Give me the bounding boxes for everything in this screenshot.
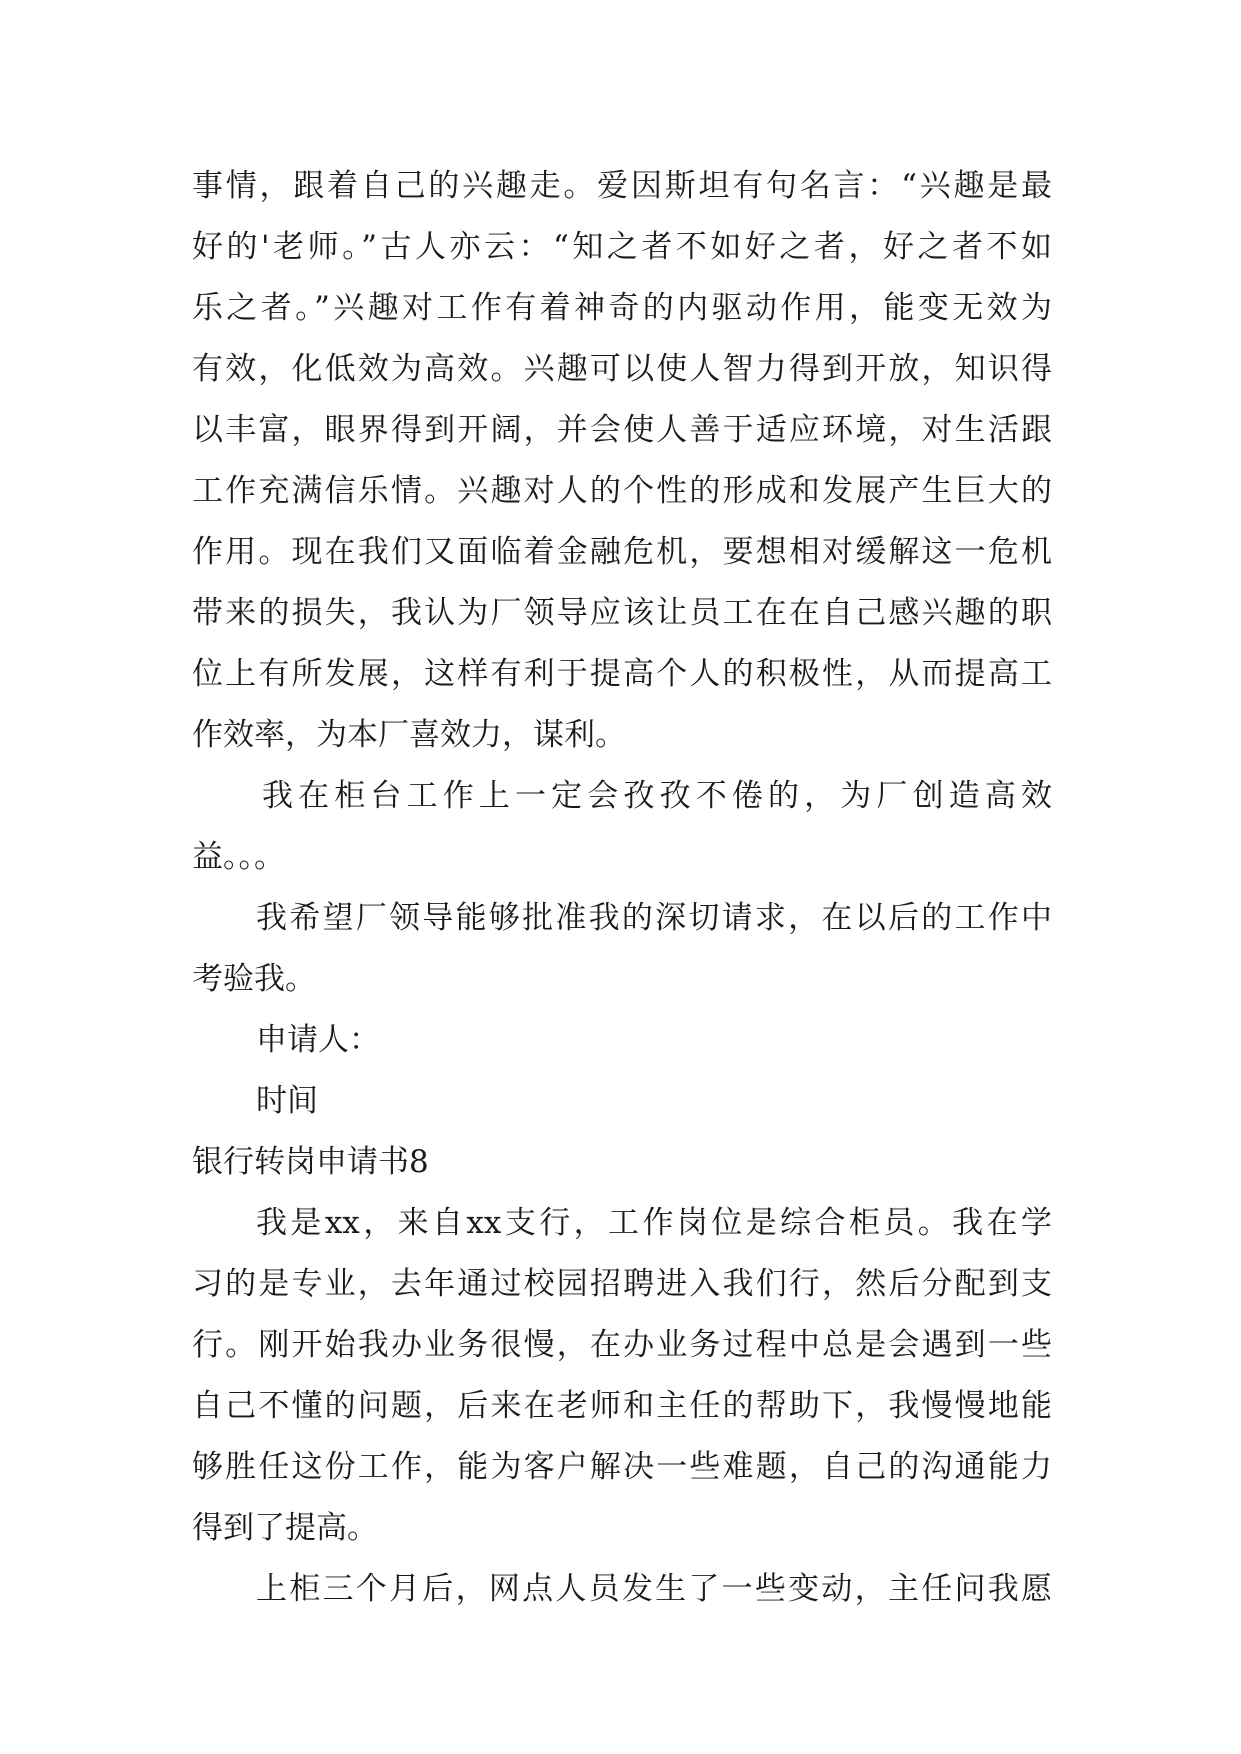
signature-label: 申请人： [256, 1022, 380, 1058]
text-line: 乐之者。”兴趣对工作有着神奇的内驱动作用，能变无效为 [192, 290, 1052, 326]
text-line: 以丰富，眼界得到开阔，并会使人善于适应环境，对生活跟 [192, 412, 1052, 448]
text-line: 有效，化低效为高效。兴趣可以使人智力得到开放，知识得 [192, 351, 1052, 387]
text-line: 事情，跟着自己的兴趣走。爱因斯坦有句名言：“兴趣是最 [192, 168, 1052, 204]
text-line: 好的'老师。”古人亦云：“知之者不如好之者，好之者不如 [192, 229, 1052, 265]
text-line: 自己不懂的问题，后来在老师和主任的帮助下，我慢慢地能 [192, 1388, 1052, 1424]
text-line: 作用。现在我们又面临着金融危机，要想相对缓解这一危机 [192, 534, 1052, 570]
text-line: 益。。。 [192, 839, 285, 875]
text-line: 行。刚开始我办业务很慢，在办业务过程中总是会遇到一些 [192, 1327, 1052, 1363]
text-line: 我是xx，来自xx支行，工作岗位是综合柜员。我在学 [256, 1205, 1052, 1241]
text-line: 工作充满信乐情。兴趣对人的个性的形成和发展产生巨大的 [192, 473, 1052, 509]
text-line: 够胜任这份工作，能为客户解决一些难题，自己的沟通能力 [192, 1449, 1052, 1485]
date-label: 时间 [256, 1083, 318, 1119]
text-line: 作效率，为本厂喜效力，谋利。 [192, 717, 626, 753]
text-line: 位上有所发展，这样有利于提高个人的积极性，从而提高工 [192, 656, 1052, 692]
text-line: 我希望厂领导能够批准我的深切请求，在以后的工作中 [256, 900, 1052, 936]
text-line: 考验我。 [192, 961, 316, 997]
text-line: 习的是专业，去年通过校园招聘进入我们行，然后分配到支 [192, 1266, 1052, 1302]
document-body [192, 156, 1052, 1620]
text-line: 得到了提高。 [192, 1510, 378, 1546]
section-heading: 银行转岗申请书8 [192, 1144, 429, 1180]
text-line: 我在柜台工作上一定会孜孜不倦的，为厂创造高效 [262, 778, 1052, 814]
text-line: 上柜三个月后，网点人员发生了一些变动，主任问我愿 [256, 1571, 1052, 1607]
text-line: 带来的损失，我认为厂领导应该让员工在在自己感兴趣的职 [192, 595, 1052, 631]
